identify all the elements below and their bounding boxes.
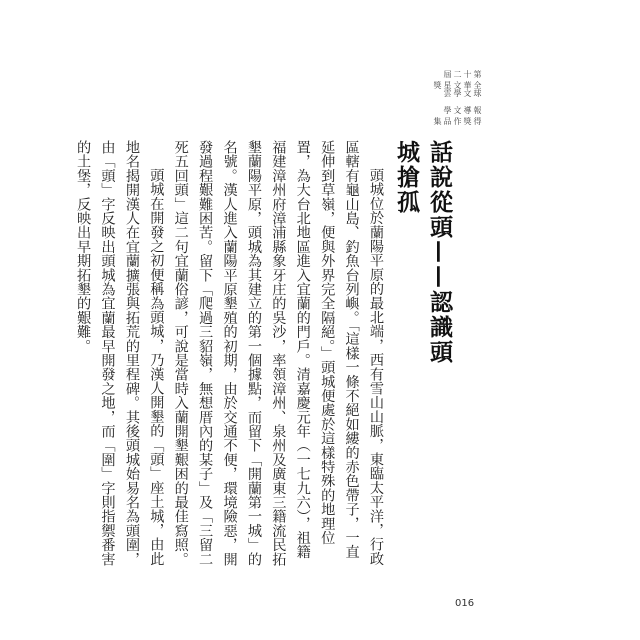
- running-header-line: 全球華文文學星雲獎: [433, 81, 482, 98]
- page-number: 016: [455, 598, 475, 609]
- running-header-line: 得獎作品集: [433, 117, 482, 126]
- running-header: [432, 70, 482, 130]
- paragraph: 頭城在開發之初便稱為頭城，乃漢人開墾的「頭」座土城，由此地名揭開漢人在宜蘭擴張與拓荒的里程碑。其後頭城始易名為頭圍，由「頭」字反映出頭城為宜蘭最早開發之地，而「圍」字則指禦番害的土堡，反映出早期拓墾的艱難。: [75, 140, 165, 566]
- chapter-title: 話說從頭——認識頭城搶孤: [393, 140, 453, 365]
- running-header-line: 報導文學: [443, 105, 482, 114]
- paragraph: 頭城位於蘭陽平原的最北端，西有雪山山脈，東臨太平洋，行政區轄有龜山島、釣魚台列嶼。「這樣一條不絕如縷的赤色帶子，一直延伸到草嶺，便與外界完全隔絕。」頭城便處於這樣特殊的地理位置，為大台北地區進入宜蘭的門戶。清嘉慶元年（一七九六），祖籍福建漳州府漳浦縣象牙庄的吳沙，率領漳州、泉州及廣東三籍流民拓墾蘭陽平原，頭城為其建立的第一個據點，而留下「開蘭第一城」的名號。漢人進入蘭陽平原墾殖的初期，由於交通不便，環境險惡，開發過程艱難困苦。留下「爬過三貂嶺，無想厝內的某子」及「三留二死五回頭」這二句宜蘭俗諺，可說是當時入蘭開墾艱困的最佳寫照。: [172, 140, 384, 566]
- running-header-line: 第十二屆: [443, 70, 482, 78]
- body-text: [75, 140, 388, 572]
